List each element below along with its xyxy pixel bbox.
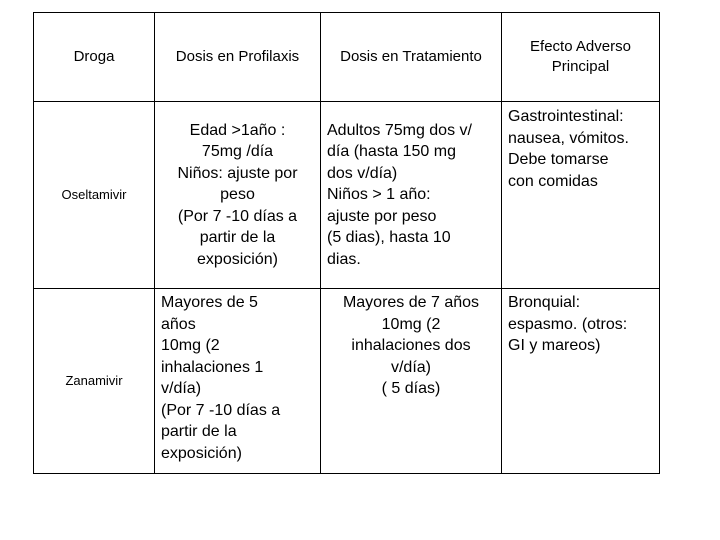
header-tratamiento: Dosis en Tratamiento xyxy=(340,48,482,65)
cell-droga xyxy=(34,289,155,474)
drug-name: Zanamivir xyxy=(65,373,123,388)
header-cell-droga xyxy=(34,13,155,102)
drug-table xyxy=(33,12,660,474)
header-cell-efecto xyxy=(502,13,660,102)
header-row xyxy=(34,13,660,102)
header-cell-tratamiento xyxy=(321,13,502,102)
header-efecto: Efecto Adverso Principal xyxy=(530,38,631,75)
efecto-text: Bronquial: espasmo. (otros: GI y mareos) xyxy=(508,294,628,354)
table-row xyxy=(34,289,660,474)
efecto-text: Gastrointestinal: nausea, vómitos. Debe tomarse con comidas xyxy=(508,108,629,190)
cell-tratamiento xyxy=(321,289,502,474)
profilaxis-text: Edad >1año : 75mg /día Niños: ajuste por peso (Por 7 -10 días a partir de la exposición) xyxy=(177,121,298,268)
cell-efecto xyxy=(502,289,660,474)
drug-name: Oseltamivir xyxy=(61,187,127,202)
tratamiento-text: Adultos 75mg dos v/ día (hasta 150 mg dos v/día) Niños > 1 año: ajuste por peso (5 dias), hasta 10 dias. xyxy=(327,121,472,268)
cell-profilaxis xyxy=(155,289,321,474)
cell-tratamiento xyxy=(321,102,502,289)
profilaxis-text: Mayores de 5 años 10mg (2 inhalaciones 1 v/día) (Por 7 -10 días a partir de la exposición) xyxy=(161,294,281,462)
tratamiento-text: Mayores de 7 años 10mg (2 inhalaciones dos v/día) ( 5 días) xyxy=(342,294,480,397)
cell-efecto xyxy=(502,102,660,289)
header-droga: Droga xyxy=(73,48,115,65)
table-row xyxy=(34,102,660,289)
header-profilaxis: Dosis en Profilaxis xyxy=(175,48,300,65)
header-cell-profilaxis xyxy=(155,13,321,102)
cell-profilaxis xyxy=(155,102,321,289)
cell-droga xyxy=(34,102,155,289)
